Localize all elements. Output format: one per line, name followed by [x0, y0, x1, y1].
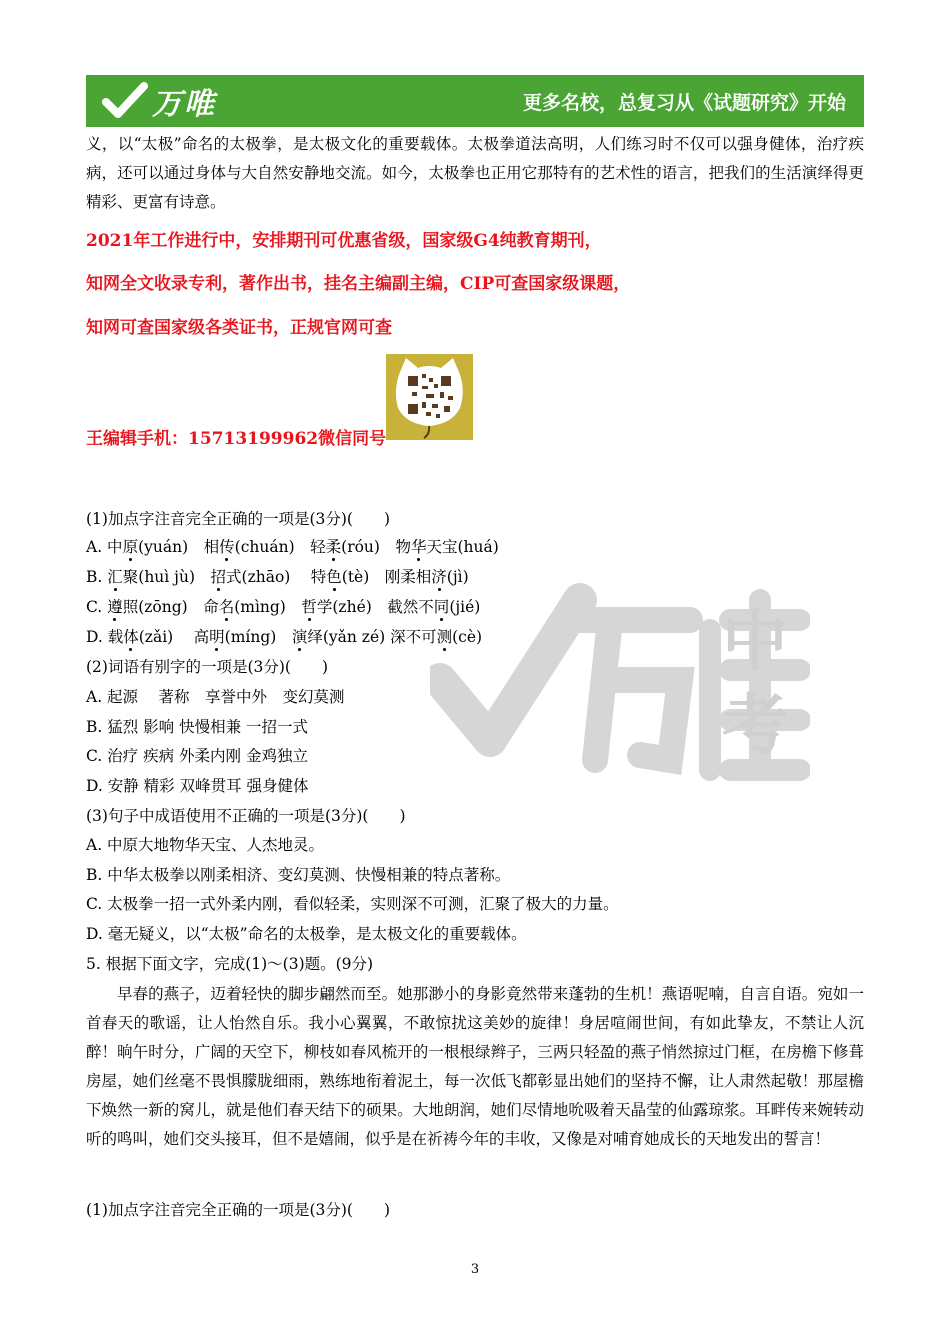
- q1-stem: (1)加点字注音完全正确的一项是(3分)( ): [86, 510, 391, 528]
- header-banner: [86, 75, 864, 127]
- q2-option-d: D. 安静 精彩 双峰贯耳 强身健体: [86, 777, 309, 795]
- ad-line-1: 2021年工作进行中，安排期刊可优惠省级，国家级G4纯教育期刊，: [86, 231, 602, 251]
- logo-text: 万唯: [152, 87, 216, 122]
- ad-contact: 王编辑手机：15713199962微信同号: [86, 429, 387, 449]
- q3-option-d: D. 毫无疑义，以“太极”命名的太极拳，是太极文化的重要载体。: [86, 925, 527, 943]
- q1-option-c: C. 遵照(zōng) 命名(mìng) 哲学(zhé) 截然不同(jié): [86, 595, 480, 617]
- q2-option-b: B. 猛烈 影响 快慢相兼 一招一式: [86, 718, 309, 736]
- q3-option-a: A. 中原大地物华天宝、人杰地灵。: [86, 836, 325, 854]
- slogan: 更多名校，总复习从《试题研究》开始: [522, 91, 846, 114]
- checkmark-icon: [102, 82, 148, 120]
- q5-title: 5. 根据下面文字，完成(1)～(3)题。(9分): [86, 955, 374, 973]
- q3-option-c: C. 太极拳一招一式外柔内刚，看似轻柔，实则深不可测，汇聚了极大的力量。: [86, 895, 619, 913]
- ad-line-3: 知网可查国家级各类证书，正规官网可查: [86, 318, 392, 338]
- q1-option-b: B. 汇聚(huì jù) 招式(zhāo) 特色(tè) 刚柔相济(jì): [86, 565, 469, 587]
- qr-code-image: [386, 354, 473, 440]
- q3-stem: (3)句子中成语使用不正确的一项是(3分)( ): [86, 807, 406, 825]
- brand-logo: [102, 79, 216, 123]
- q3-option-b: B. 中华太极拳以刚柔相济、变幻莫测、快慢相兼的特点著称。: [86, 866, 511, 884]
- q2-stem: (2)词语有别字的一项是(3分)( ): [86, 658, 329, 676]
- q5-passage: 早春的燕子，迈着轻快的脚步翩然而至。她那渺小的身影竟然带来蓬勃的生机！燕语呢喃，自言自语。宛如一首春天的歌谣，让人怡然自乐。我小心翼翼，不敢惊扰这美妙的旋律！身居喧闹世间，有如此挚友，不禁让人沉醉！晌午时分，广阔的天空下，柳枝如春风梳开的一根根绿辫子，三两只轻盈的燕子悄然掠过门框，在房檐下修葺房屋，她们丝毫不畏惧朦胧细雨，熟练地衔着泥土，每一次低飞都彰显出她们的坚持不懈，让人肃然起敬！那屋檐下焕然一新的窝儿，就是他们春天结下的硕果。大地朗润，她们尽情地吮吸着天晶莹的仙露琼浆。耳畔传来婉转动听的鸣叫，她们交头接耳，但不是嬉闹，似乎是在祈祷今年的丰收，又像是对哺育她成长的天地发出的誓言！: [86, 985, 864, 1148]
- q5-sub1-stem: (1)加点字注音完全正确的一项是(3分)( ): [86, 1201, 391, 1219]
- q2-option-a: A. 起源 著称 享誉中外 变幻莫测: [86, 688, 345, 706]
- top-passage: 义，以“太极”命名的太极拳，是太极文化的重要载体。太极拳道法高明，人们练习时不仅可以强身健体，治疗疾病，还可以通过身体与大自然安静地交流。如今，太极拳也正用它那特有的艺术性的语言，把我们的生活演绎得更精彩、更富有诗意。: [86, 135, 864, 211]
- q1-option-a: A. 中原(yuán) 相传(chuán) 轻柔(róu) 物华天宝(huá): [86, 535, 499, 557]
- watermark-side-text: 中 考: [722, 603, 788, 764]
- page-number: 3: [470, 1262, 480, 1277]
- q2-option-c: C. 治疗 疾病 外柔内刚 金鸡独立: [86, 747, 308, 765]
- q1-option-d: D. 载体(zǎi) 高明(míng) 演绎(yǎn zé) 深不可测(cè): [86, 625, 482, 647]
- ad-line-2: 知网全文收录专利，著作出书，挂名主编副主编，CIP可查国家级课题，: [86, 274, 631, 294]
